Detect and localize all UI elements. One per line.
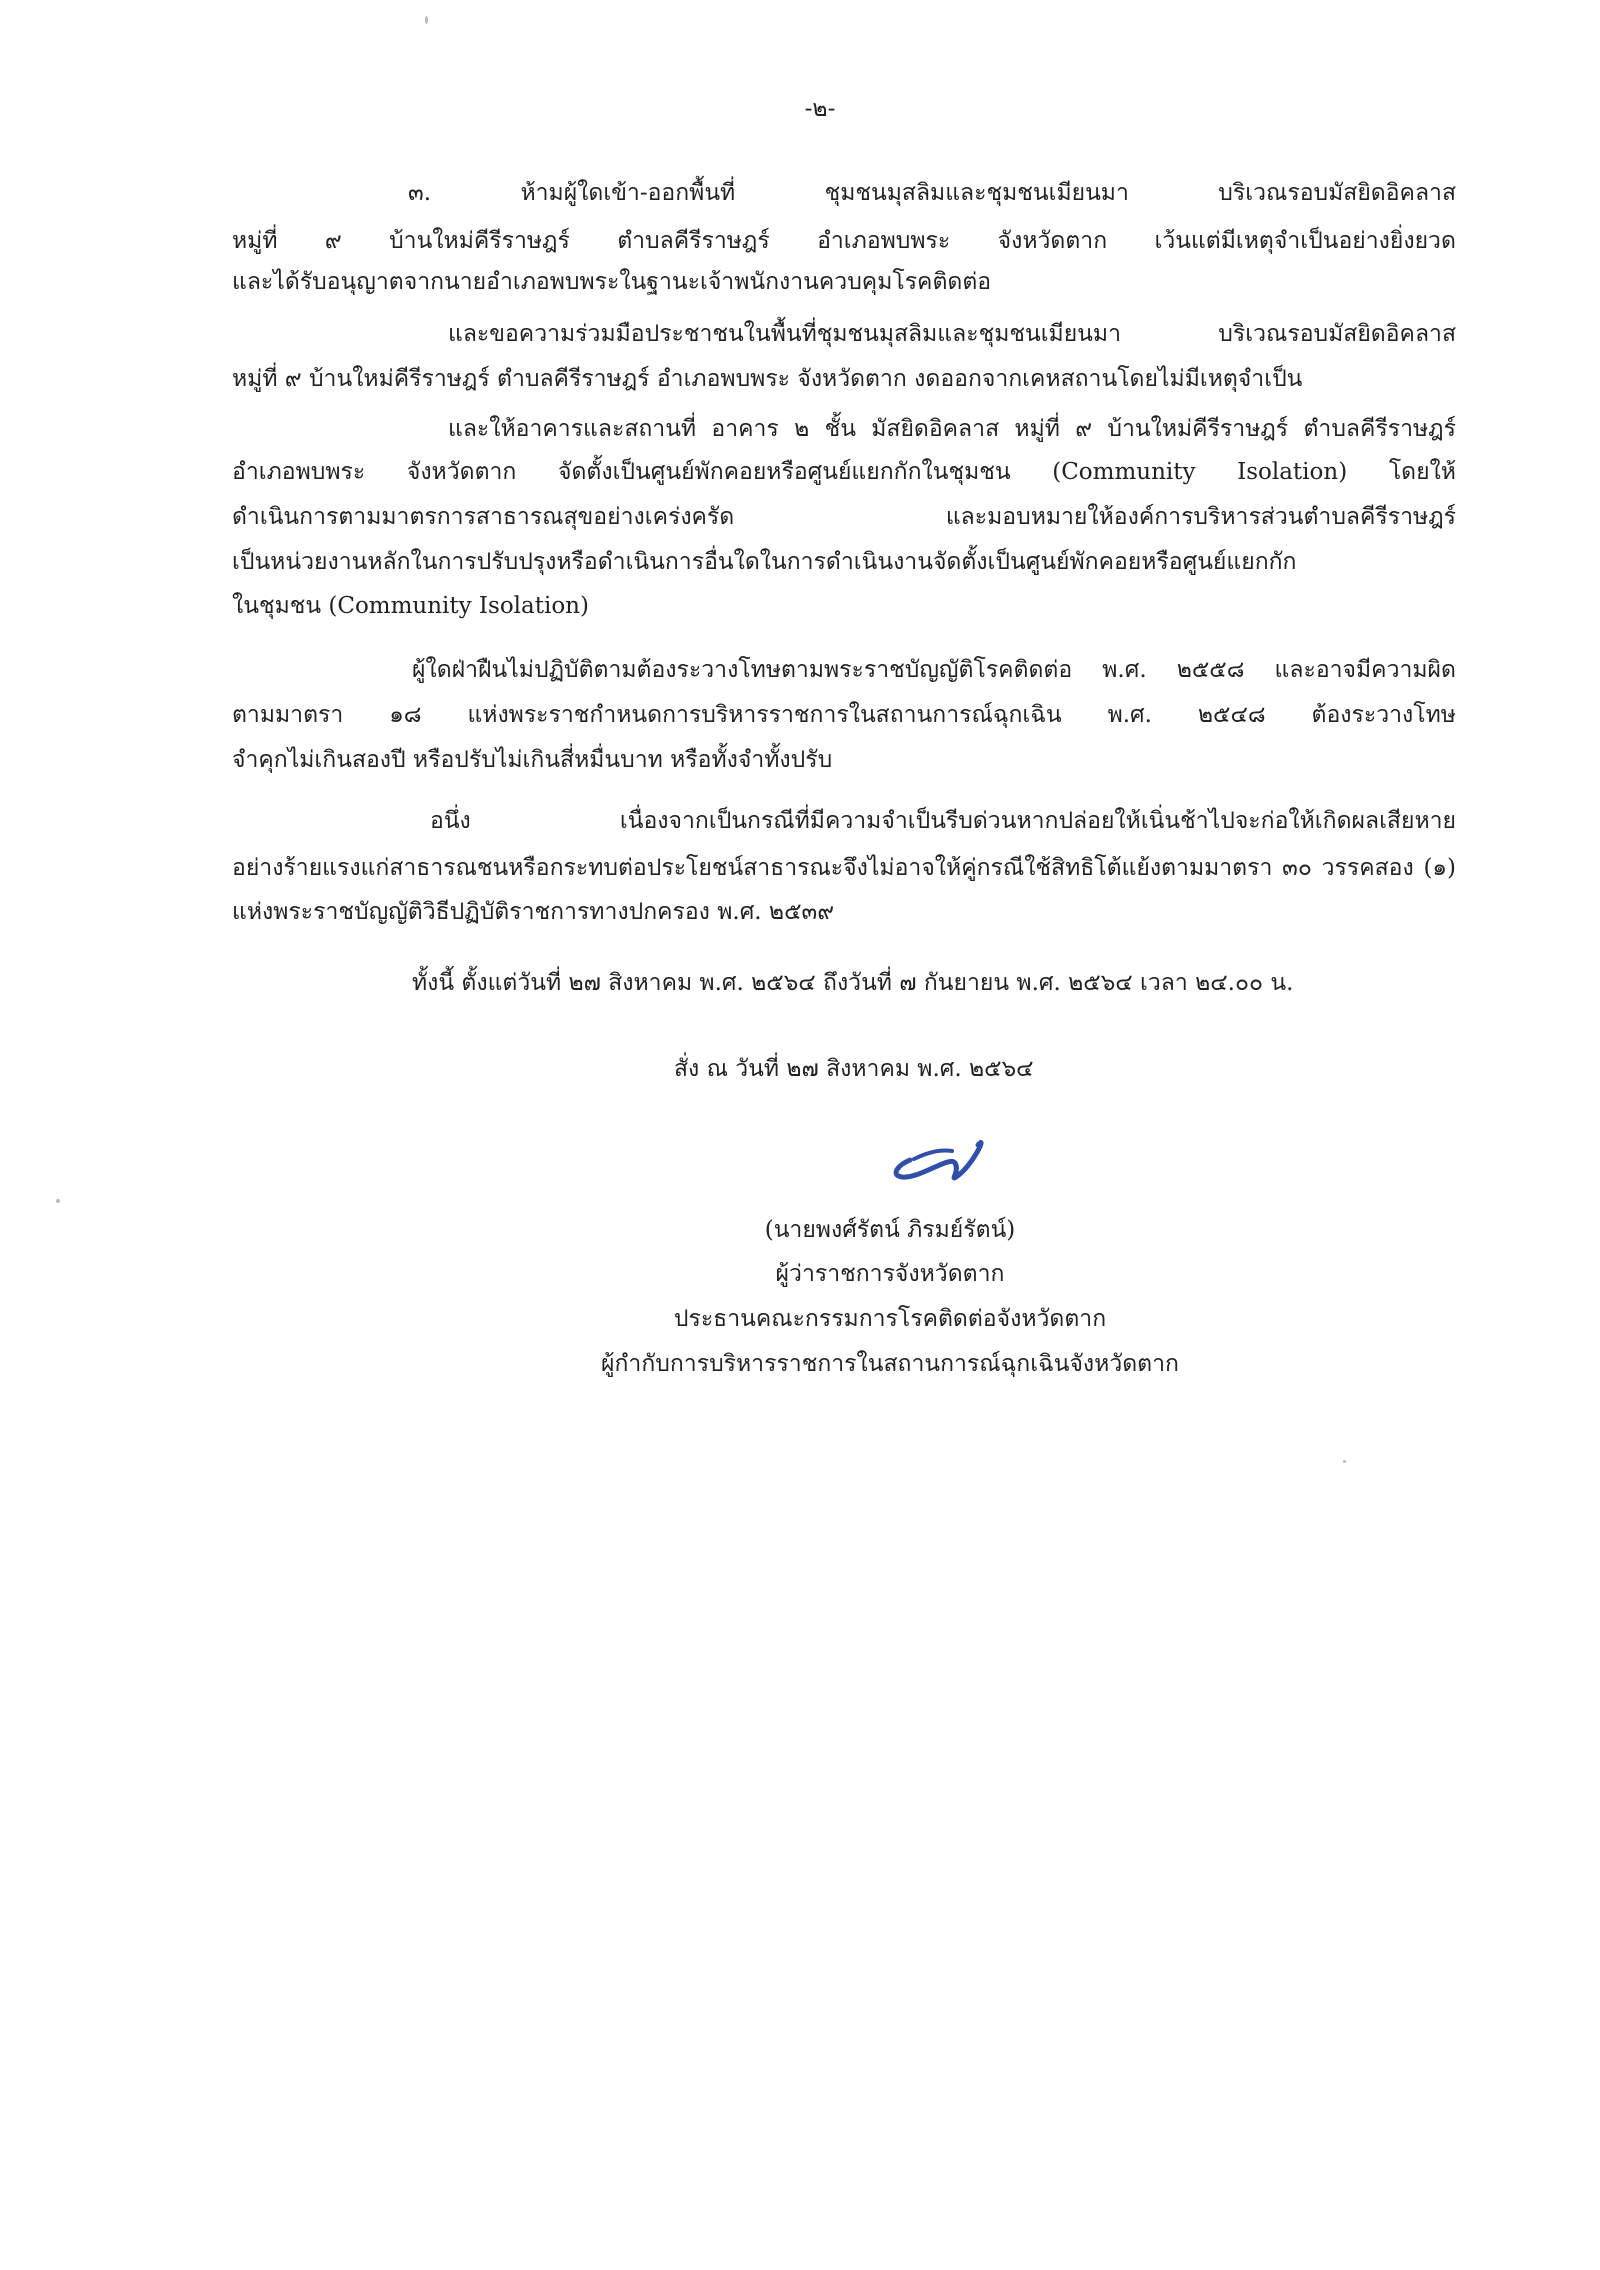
word: จังหวัดตาก: [997, 228, 1108, 254]
word: พ.ศ.: [1107, 702, 1152, 728]
word: อนึ่ง: [430, 808, 471, 834]
word: บ้านใหม่คีรีราษฎร์: [1107, 416, 1289, 442]
word: โดยให้: [1388, 459, 1456, 485]
word: และมอบหมายให้องค์การบริหารส่วนตำบลคีรีราษฎร์: [945, 504, 1456, 530]
word: จัดตั้งเป็นศูนย์พักคอยหรือศูนย์แยกกักในชุมชน: [557, 459, 1011, 485]
signatory-title-1: ผู้ว่าราชการจังหวัดตาก: [775, 1261, 1005, 1287]
word: แห่งพระราชกำหนดการบริหารราชการในสถานการณ์ฉุกเฉิน: [467, 702, 1062, 728]
para4-line2: [232, 698, 1456, 732]
para3-line3: [232, 500, 1456, 534]
para4-line1: [412, 653, 1456, 687]
word: ๓๐: [1282, 855, 1312, 881]
signatory-title-3: ผู้กำกับการบริหารราชการในสถานการณ์ฉุกเฉินจังหวัดตาก: [601, 1351, 1179, 1377]
word: วรรคสอง: [1321, 855, 1414, 881]
para3-line5: ในชุมชน (Community Isolation): [232, 593, 589, 619]
para2-line1: [448, 317, 1456, 351]
word: ๒: [794, 416, 810, 442]
scan-speck: [56, 1199, 60, 1203]
word: ๙: [324, 228, 342, 254]
para1-line2: [232, 224, 1456, 258]
para5-line1: [430, 804, 1456, 838]
para2-line2: หมู่ที่ ๙ บ้านใหม่คีรีราษฎร์ ตำบลคีรีราษฎร์ อำเภอพบพระ จังหวัดตาก งดออกจากเคหสถานโดยไม่มีเหตุจำเป็น: [232, 366, 1303, 392]
word: ๒๕๕๘: [1176, 657, 1245, 683]
word: ตามมาตรา: [232, 702, 344, 728]
word: และอาจมีความผิด: [1274, 657, 1456, 683]
word: อำเภอพบพระ: [232, 459, 366, 485]
word: เว้นแต่มีเหตุจำเป็นอย่างยิ่งยวด: [1154, 228, 1456, 254]
word: พ.ศ.: [1102, 657, 1147, 683]
word: ต้องระวางโทษ: [1311, 702, 1456, 728]
word: อย่างร้ายแรงแก่สาธารณชนหรือกระทบต่อประโยชน์สาธารณะจึงไม่อาจให้คู่กรณีใช้สิทธิโต้แย้งตามมาตรา: [232, 855, 1273, 881]
word: บ้านใหม่คีรีราษฎร์: [389, 228, 570, 254]
word: และให้อาคารและสถานที่: [448, 416, 697, 442]
word: ชั้น: [824, 416, 856, 442]
page-number: -๒-: [804, 96, 836, 122]
word: ดำเนินการตามมาตรการสาธารณสุขอย่างเคร่งครัด: [232, 504, 735, 530]
para1-line3: และได้รับอนุญาตจากนายอำเภอพบพระในฐานะเจ้าพนักงานควบคุมโรคติดต่อ: [232, 269, 992, 295]
word: อำเภอพบพระ: [817, 228, 951, 254]
para5-line2: [232, 851, 1456, 885]
para3-line4: [232, 545, 1456, 579]
word: (๑): [1423, 855, 1456, 881]
word: หมู่ที่: [1014, 416, 1060, 442]
word: (Community: [1052, 459, 1196, 485]
para3-line2: [232, 455, 1456, 489]
scan-speck: [425, 16, 428, 24]
word: ๒๕๔๘: [1197, 702, 1266, 728]
word: ชุมชนมุสลิมและชุมชนเมียนมา: [824, 180, 1129, 206]
signatory-title-2: ประธานคณะกรรมการโรคติดต่อจังหวัดตาก: [673, 1306, 1107, 1332]
word: บริเวณรอบมัสยิดอิคลาส: [1218, 321, 1456, 347]
effective-period: ทั้งนี้ ตั้งแต่วันที่ ๒๗ สิงหาคม พ.ศ. ๒๕๖๔ ถึงวันที่ ๗ กันยายน พ.ศ. ๒๕๖๔ เวลา ๒๔.๐๐ น.: [412, 970, 1294, 996]
word: เนื่องจากเป็นกรณีที่มีความจำเป็นรีบด่วนหากปล่อยให้เนิ่นช้าไปจะก่อให้เกิดผลเสียหาย: [619, 808, 1456, 834]
word: ๙: [1075, 416, 1093, 442]
word: หมู่ที่: [232, 228, 278, 254]
para5-line3: แห่งพระราชบัญญัติวิธีปฏิบัติราชการทางปกครอง พ.ศ. ๒๕๓๙: [232, 899, 835, 925]
signatory-name: (นายพงศ์รัตน์ ภิรมย์รัตน์): [764, 1217, 1016, 1243]
word: Isolation): [1237, 459, 1348, 485]
word: ๓.: [408, 180, 432, 206]
word: เป็นหน่วยงานหลักในการปรับปรุงหรือดำเนินการอื่นใดในการดำเนินงานจัดตั้งเป็นศูนย์พักคอยหรือศูนย์แยกกัก: [232, 549, 1297, 575]
word: ห้ามผู้ใดเข้า-ออกพื้นที่: [520, 180, 736, 206]
word: จังหวัดตาก: [406, 459, 517, 485]
word: บริเวณรอบมัสยิดอิคลาส: [1218, 180, 1456, 206]
para3-line1: [448, 412, 1456, 446]
para4-line3: จำคุกไม่เกินสองปี หรือปรับไม่เกินสี่หมื่นบาท หรือทั้งจำทั้งปรับ: [232, 747, 833, 773]
handwritten-signature: [880, 1115, 1020, 1195]
para1-line1: [408, 176, 1456, 210]
word: ตำบลคีรีราษฎร์: [1303, 416, 1456, 442]
word: อาคาร: [711, 416, 779, 442]
word: ตำบลคีรีราษฎร์: [617, 228, 770, 254]
scan-speck: [1343, 1460, 1346, 1463]
word: ๑๘: [389, 702, 422, 728]
word: ผู้ใดฝ่าฝืนไม่ปฏิบัติตามต้องระวางโทษตามพระราชบัญญัติโรคติดต่อ: [412, 657, 1073, 683]
order-date: สั่ง ณ วันที่ ๒๗ สิงหาคม พ.ศ. ๒๕๖๔: [674, 1056, 1034, 1082]
word: มัสยิดอิคลาส: [871, 416, 1000, 442]
word: และขอความร่วมมือประชาชนในพื้นที่ชุมชนมุสลิมและชุมชนเมียนมา: [448, 321, 1121, 347]
